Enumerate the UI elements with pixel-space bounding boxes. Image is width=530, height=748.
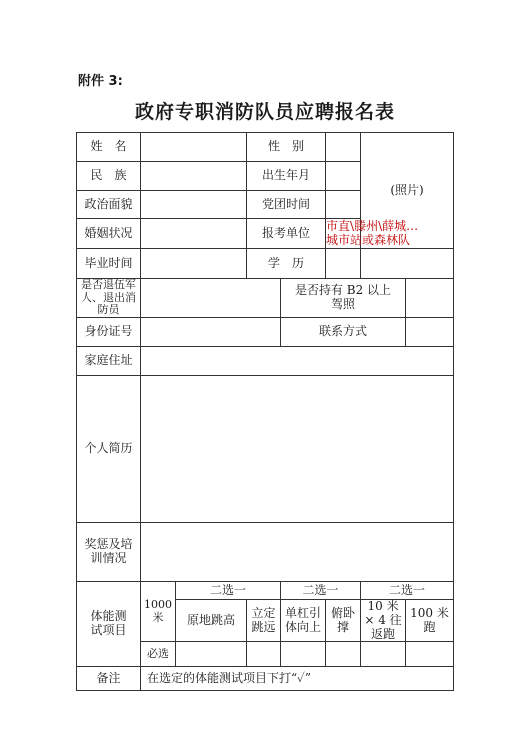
contact-field[interactable]	[406, 317, 454, 346]
id-field[interactable]	[141, 317, 281, 346]
contact-label: 联系方式	[281, 317, 406, 346]
gender-field[interactable]	[326, 133, 361, 162]
b2-label: 是否持有 B2 以上驾照	[281, 279, 406, 318]
check-standing-high-jump[interactable]	[176, 642, 247, 667]
awards-field[interactable]	[141, 522, 454, 581]
address-field[interactable]	[141, 346, 454, 375]
grad-time-field[interactable]	[141, 249, 247, 279]
item-push-up: 俯卧撑	[326, 599, 361, 641]
education-extra-field[interactable]	[361, 249, 454, 279]
education-field[interactable]	[326, 249, 361, 279]
resume-label: 个人简历	[77, 375, 141, 522]
group3-header: 二选一	[361, 581, 454, 599]
name-label: 姓 名	[77, 133, 141, 162]
item-100m-run: 100 米跑	[406, 599, 454, 641]
remark-text: 在选定的体能测试项目下打“✓”	[141, 667, 454, 691]
name-field[interactable]	[141, 133, 247, 162]
apply-unit-value-line2: 城市站或森林队	[326, 232, 411, 247]
awards-label: 奖惩及培训情况	[77, 522, 141, 581]
id-label: 身份证号	[77, 317, 141, 346]
party-date-label: 党团时间	[247, 191, 326, 219]
political-field[interactable]	[141, 191, 247, 219]
group2-header: 二选一	[281, 581, 361, 599]
item-standing-high-jump: 原地跳高	[176, 599, 247, 641]
form-title: 政府专职消防队员应聘报名表	[134, 101, 395, 123]
address-label: 家庭住址	[77, 346, 141, 375]
apply-unit-value[interactable]	[326, 218, 419, 249]
item-shuttle-run: 10 米 × 4 往返跑	[361, 599, 406, 641]
marital-field[interactable]	[141, 219, 247, 249]
required-label: 必选	[141, 642, 176, 667]
birth-field[interactable]	[326, 162, 361, 191]
item-pull-up: 单杠引体向上	[281, 599, 326, 641]
check-pull-up[interactable]	[281, 642, 326, 667]
run-1000-label: 1000 米	[141, 581, 176, 641]
check-shuttle-run[interactable]	[361, 642, 406, 667]
political-label: 政治面貌	[77, 191, 141, 219]
apply-unit-label: 报考单位	[247, 219, 326, 249]
application-form-table	[76, 132, 454, 691]
ethnicity-label: 民 族	[77, 162, 141, 191]
grad-time-label: 毕业时间	[77, 249, 141, 279]
photo-box: (照片)	[361, 133, 454, 249]
resume-field[interactable]	[141, 375, 454, 522]
attachment-label: 附件 3:	[78, 74, 123, 89]
veteran-field[interactable]	[141, 279, 281, 318]
education-label: 学 历	[247, 249, 326, 279]
b2-field[interactable]	[406, 279, 454, 318]
group1-header: 二选一	[176, 581, 281, 599]
birth-label: 出生年月	[247, 162, 326, 191]
gender-label: 性 别	[247, 133, 326, 162]
fitness-label: 体能测试项目	[77, 581, 141, 666]
check-push-up[interactable]	[326, 642, 361, 667]
veteran-label: 是否退伍军人、退出消防员	[77, 279, 141, 318]
marital-label: 婚姻状况	[77, 219, 141, 249]
item-standing-long-jump: 立定跳远	[247, 599, 281, 641]
party-date-field[interactable]	[326, 191, 361, 219]
remark-label: 备注	[77, 667, 141, 691]
ethnicity-field[interactable]	[141, 162, 247, 191]
check-standing-long-jump[interactable]	[247, 642, 281, 667]
check-100m-run[interactable]	[406, 642, 454, 667]
apply-unit-value-line1: 市直\滕州\薛城…	[326, 218, 419, 233]
